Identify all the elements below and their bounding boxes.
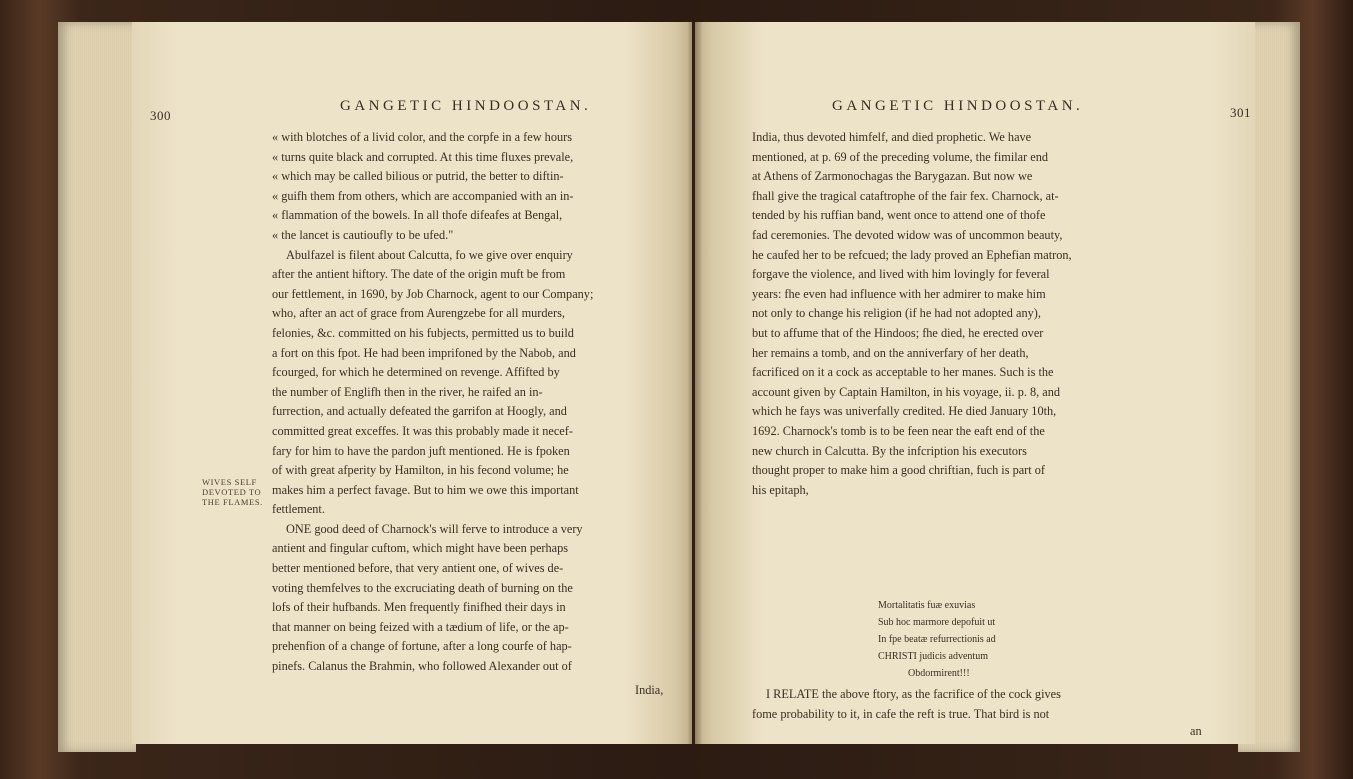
right-text-line: years: fhe even had influence with her admirer to make him — [752, 286, 1046, 301]
left-text-line: ONE good deed of Charnock's will ferve to introduce a very — [286, 521, 583, 536]
right-text-line: mentioned, at p. 69 of the preceding volume, the fimilar end — [752, 149, 1049, 164]
epitaph-line: In fpe beatæ refurrectionis ad — [878, 634, 996, 645]
right-text-line: fad ceremonies. The devoted widow was of uncommon beauty, — [752, 227, 1063, 242]
epitaph-line: CHRISTI judicis adventum — [878, 651, 988, 662]
left-text-line: fary for him to have the pardon juft mentioned. He is fpoken — [272, 443, 570, 458]
right-text-line: at Athens of Zarmonochagas the Barygazan. But now we — [752, 169, 1033, 184]
epitaph-line: Mortalitatis fuæ exuvias — [878, 600, 976, 611]
right-text-line: which he fays was univerfally credited. He died January 10th, — [752, 404, 1057, 419]
left-text-line: after the antient hiftory. The date of the origin muft be from — [272, 267, 566, 282]
left-catchword: India, — [635, 683, 664, 697]
epitaph-block — [878, 597, 996, 682]
right-text-line: I RELATE the above ftory, as the facrifice of the cock gives — [766, 687, 1061, 701]
right-text-line: her remains a tomb, and on the anniverfary of her death, — [752, 345, 1029, 360]
right-closing-text — [752, 685, 1212, 724]
right-text-line: India, thus devoted himfelf, and died prophetic. We have — [752, 130, 1032, 144]
left-text-line: our fettlement, in 1690, by Job Charnock, agent to our Company; — [272, 286, 594, 301]
left-text-line: a fort on this fpot. He had been imprifoned by the Nabob, and — [272, 345, 576, 360]
left-text-line: « turns quite black and corrupted. At this time fluxes prevale, — [272, 149, 574, 164]
left-text-line: « which may be called bilious or putrid, the better to diftin- — [272, 169, 564, 184]
right-text-line: forgave the violence, and lived with him lovingly for feveral — [752, 267, 1050, 282]
epitaph-line: Obdormirent!!! — [908, 668, 970, 679]
left-text-line: « the lancet is cautioufly to be ufed." — [272, 227, 454, 242]
left-text-line: makes him a perfect favage. But to him we owe this important — [272, 482, 579, 497]
left-text-line: that manner on being feized with a tædium of life, or the ap- — [272, 619, 569, 634]
left-text-line: lofs of their hufbands. Men frequently finifhed their days in — [272, 600, 566, 615]
right-page-number: 301 — [1230, 105, 1251, 120]
left-page-edges — [58, 22, 136, 752]
left-text-line: of with great afperity by Hamilton, in his fecond volume; he — [272, 463, 569, 478]
left-text-line: « flammation of the bowels. In all thofe difeafes at Bengal, — [272, 208, 563, 223]
margin-note-line: WIVES SELF — [202, 477, 257, 487]
book-gutter — [688, 22, 702, 744]
left-text-line: who, after an act of grace from Aurengzebe for all murders, — [272, 306, 565, 321]
right-text-line: thought proper to make him a good chriftian, fuch is part of — [752, 463, 1045, 478]
right-text-line: but to affume that of the Hindoos; fhe died, he erected over — [752, 325, 1044, 340]
left-text-line: antient and fingular cuftom, which might have been perhaps — [272, 541, 569, 556]
left-text-line: prehenfion of a change of fortune, after a long courfe of hap- — [272, 639, 572, 654]
right-text-line: fhall give the tragical cataftrophe of the fair fex. Charnock, at- — [752, 188, 1059, 203]
margin-note-line: DEVOTED TO — [202, 487, 262, 497]
right-text-line: not only to change his religion (if he had not adopted any), — [752, 306, 1041, 321]
right-body-text — [752, 128, 1212, 500]
left-body-text — [272, 128, 672, 677]
left-text-line: furrection, and actually defeated the garrifon at Hoogly, and — [272, 404, 567, 419]
right-text-line: fome probability to it, in cafe the reft is true. That bird is not — [752, 706, 1050, 721]
right-running-head: GANGETIC HINDOOSTAN. — [832, 98, 1084, 114]
right-text-line: he caufed her to be refcued; the lady proved an Ephefian matron, — [752, 247, 1072, 262]
left-text-line: voting themfelves to the excruciating death of burning on the — [272, 580, 573, 595]
right-text-line: tended by his ruffian band, went once to attend one of thofe — [752, 208, 1046, 223]
left-text-line: committed great exceffes. It was this probably made it necef- — [272, 423, 573, 438]
left-page-number: 300 — [150, 108, 171, 123]
epitaph-line: Sub hoc marmore depofuit ut — [878, 617, 996, 628]
left-text-line: felonies, &c. committed on his fubjects, permitted us to build — [272, 325, 574, 340]
left-running-head: GANGETIC HINDOOSTAN. — [340, 98, 592, 114]
right-text-line: facrificed on it a cock as acceptable to her manes. Such is the — [752, 365, 1054, 380]
left-text-line: the number of Englifh then in the river, he raifed an in- — [272, 384, 543, 399]
right-catchword: an — [1190, 724, 1202, 738]
left-text-line: fettlement. — [272, 502, 325, 517]
left-text-line: pinefs. Calanus the Brahmin, who followed Alexander out of — [272, 659, 572, 674]
right-text-line: his epitaph, — [752, 482, 809, 497]
left-text-line: « guifh them from others, which are accompanied with an in- — [272, 188, 574, 203]
left-text-line: Abulfazel is filent about Calcutta, fo we give over enquiry — [286, 247, 573, 262]
right-text-line: new church in Calcutta. By the infcription his executors — [752, 443, 1027, 458]
right-text-line: 1692. Charnock's tomb is to be feen near the eaft end of the — [752, 423, 1045, 438]
left-text-line: better mentioned before, that very antient one, of wives de- — [272, 561, 564, 576]
left-text-line: fcourged, for which he determined on revenge. Affifted by — [272, 365, 560, 380]
margin-note — [202, 477, 282, 507]
margin-note-line: THE FLAMES. — [202, 497, 263, 507]
right-text-line: account given by Captain Hamilton, in his voyage, ii. p. 8, and — [752, 384, 1061, 399]
left-text-line: « with blotches of a livid color, and the corpfe in a few hours — [272, 130, 573, 144]
